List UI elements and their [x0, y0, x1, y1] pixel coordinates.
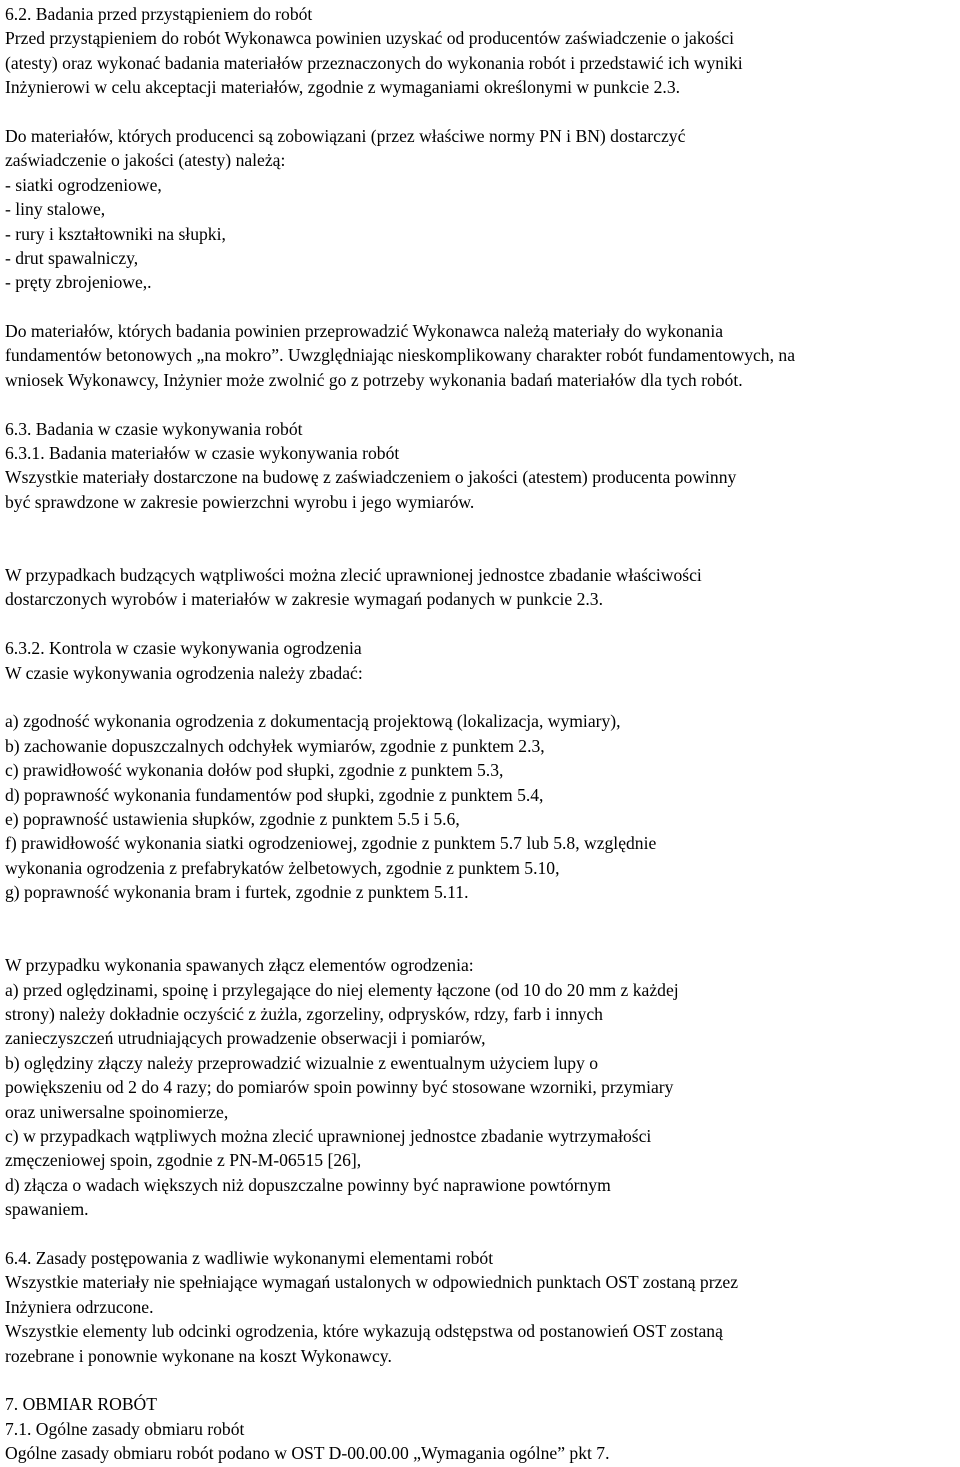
list-item: - liny stalowe,: [5, 199, 106, 220]
paragraph-line: zaświadczenie o jakości (atesty) należą:: [5, 150, 286, 171]
spacer: [5, 514, 955, 563]
list-item: - siatki ogrodzeniowe,: [5, 174, 162, 195]
paragraph-line: W czasie wykonywania ogrodzenia należy zbadać:: [5, 662, 363, 683]
paragraph-line: spawaniem.: [5, 1199, 89, 1220]
paragraph-line: W przypadkach budzących wątpliwości można zlecić uprawnionej jednostce zbadanie właściwości: [5, 565, 702, 585]
paragraph-line: Inżyniera odrzucone.: [5, 1296, 154, 1317]
list-item: - drut spawalniczy,: [5, 247, 139, 268]
paragraph-line: Wszystkie materiały nie spełniające wymagań ustalonych w odpowiednich punktach OST zostaną przez: [5, 1272, 739, 1293]
spacer: [5, 1368, 955, 1392]
spacer: [5, 295, 955, 319]
paragraph-line: oraz uniwersalne spoinomierze,: [5, 1101, 229, 1122]
paragraph-line: Do materiałów, których badania powinien przeprowadzić Wykonawca należą materiały do wykonania: [5, 321, 724, 342]
list-item: d) poprawność wykonania fundamentów pod słupki, zgodnie z punktem 5.4,: [5, 784, 544, 805]
paragraph-line: Inżynierowi w celu akceptacji materiałów, zgodnie z wymaganiami określonymi w punkcie 2.3.: [5, 77, 681, 98]
section-heading-6-4: 6.4. Zasady postępowania z wadliwie wykonanymi elementami robót: [5, 1247, 494, 1268]
list-item: c) prawidłowość wykonania dołów pod słupki, zgodnie z punktem 5.3,: [5, 760, 504, 781]
paragraph-line: a) przed oględzinami, spoinę i przylegające do niej elementy łączone (od 10 do 20 mm z każdej: [5, 979, 679, 1000]
section-heading-6-2: 6.2. Badania przed przystąpieniem do robót: [5, 4, 313, 24]
list-item: e) poprawność ustawienia słupków, zgodnie z punktem 5.5 i 5.6,: [5, 808, 460, 829]
paragraph-line: b) oględziny złączy należy przeprowadzić wizualnie z ewentualnym użyciem lupy o: [5, 1052, 599, 1073]
paragraph-line: zmęczeniowej spoin, zgodnie z PN-M-06515 [26],: [5, 1150, 362, 1171]
paragraph-line: rozebrane i ponownie wykonane na koszt Wykonawcy.: [5, 1345, 392, 1366]
paragraph-line: Przed przystąpieniem do robót Wykonawca powinien uzyskać od producentów zaświadczenie o jakości: [5, 28, 735, 49]
paragraph-line: Wszystkie elementy lub odcinki ogrodzenia, które wykazują odstępstwa od postanowień OST zostaną: [5, 1321, 723, 1342]
paragraph-line: Wszystkie materiały dostarczone na budowę z zaświadczeniem o jakości (atestem) producenta powinny: [5, 467, 737, 488]
list-item: f) prawidłowość wykonania siatki ogrodzeniowej, zgodnie z punktem 5.7 lub 5.8, względnie: [5, 833, 657, 854]
list-item: g) poprawność wykonania bram i furtek, zgodnie z punktem 5.11.: [5, 882, 469, 903]
list-item: b) zachowanie dopuszczalnych odchyłek wymiarów, zgodnie z punktem 2.3,: [5, 735, 545, 756]
paragraph-line: (atesty) oraz wykonać badania materiałów przeznaczonych do wykonania robót i przedstawić ich wyniki: [5, 52, 743, 73]
paragraph-line: c) w przypadkach wątpliwych można zlecić uprawnionej jednostce zbadanie wytrzymałości: [5, 1126, 652, 1146]
paragraph-line: dostarczonych wyrobów i materiałów w zakresie wymagań podanych w punkcie 2.3.: [5, 589, 603, 610]
list-item: - pręty zbrojeniowe,.: [5, 272, 152, 293]
paragraph-line: powiększeniu od 2 do 4 razy; do pomiarów spoin powinny być stosowane wzorniki, przymiary: [5, 1077, 674, 1098]
subsection-heading-7-1: 7.1. Ogólne zasady obmiaru robót: [5, 1418, 245, 1439]
spacer: [5, 1222, 955, 1246]
spacer: [5, 392, 955, 416]
paragraph-line: d) złącza o wadach większych niż dopuszczalne powinny być naprawione powtórnym: [5, 1174, 611, 1195]
paragraph-line: Ogólne zasady obmiaru robót podano w OST D-00.00.00 „Wymagania ogólne” pkt 7.: [5, 1443, 610, 1464]
spacer: [5, 612, 955, 636]
paragraph-line: Do materiałów, których producenci są zobowiązani (przez właściwe normy PN i BN) dostarczyć: [5, 125, 686, 146]
paragraph-line: W przypadku wykonania spawanych złącz elementów ogrodzenia:: [5, 955, 474, 976]
paragraph-line: być sprawdzone w zakresie powierzchni wyrobu i jego wymiarów.: [5, 491, 475, 512]
list-item: a) zgodność wykonania ogrodzenia z dokumentacją projektową (lokalizacja, wymiary),: [5, 711, 621, 732]
spacer: [5, 904, 955, 953]
document-page: [5, 2, 955, 1465]
list-item: wykonania ogrodzenia z prefabrykatów żelbetowych, zgodnie z punktem 5.10,: [5, 857, 560, 878]
spacer: [5, 685, 955, 709]
paragraph-line: fundamentów betonowych „na mokro”. Uwzględniając nieskomplikowany charakter robót fundamentowych, na: [5, 345, 796, 366]
spacer: [5, 100, 955, 124]
subsection-heading-6-3-1: 6.3.1. Badania materiałów w czasie wykonywania robót: [5, 443, 400, 464]
paragraph-line: wniosek Wykonawcy, Inżynier może zwolnić go z potrzeby wykonania badań materiałów dla tych robót.: [5, 369, 743, 390]
list-item: - rury i kształtowniki na słupki,: [5, 223, 226, 244]
section-heading-7: 7. OBMIAR ROBÓT: [5, 1394, 158, 1415]
subsection-heading-6-3-2: 6.3.2. Kontrola w czasie wykonywania ogrodzenia: [5, 638, 362, 659]
paragraph-line: zanieczyszczeń utrudniających prowadzenie obserwacji i pomiarów,: [5, 1028, 486, 1049]
paragraph-line: strony) należy dokładnie oczyścić z żużla, zgorzeliny, odprysków, rdzy, farb i innych: [5, 1004, 603, 1025]
section-heading-6-3: 6.3. Badania w czasie wykonywania robót: [5, 418, 303, 439]
